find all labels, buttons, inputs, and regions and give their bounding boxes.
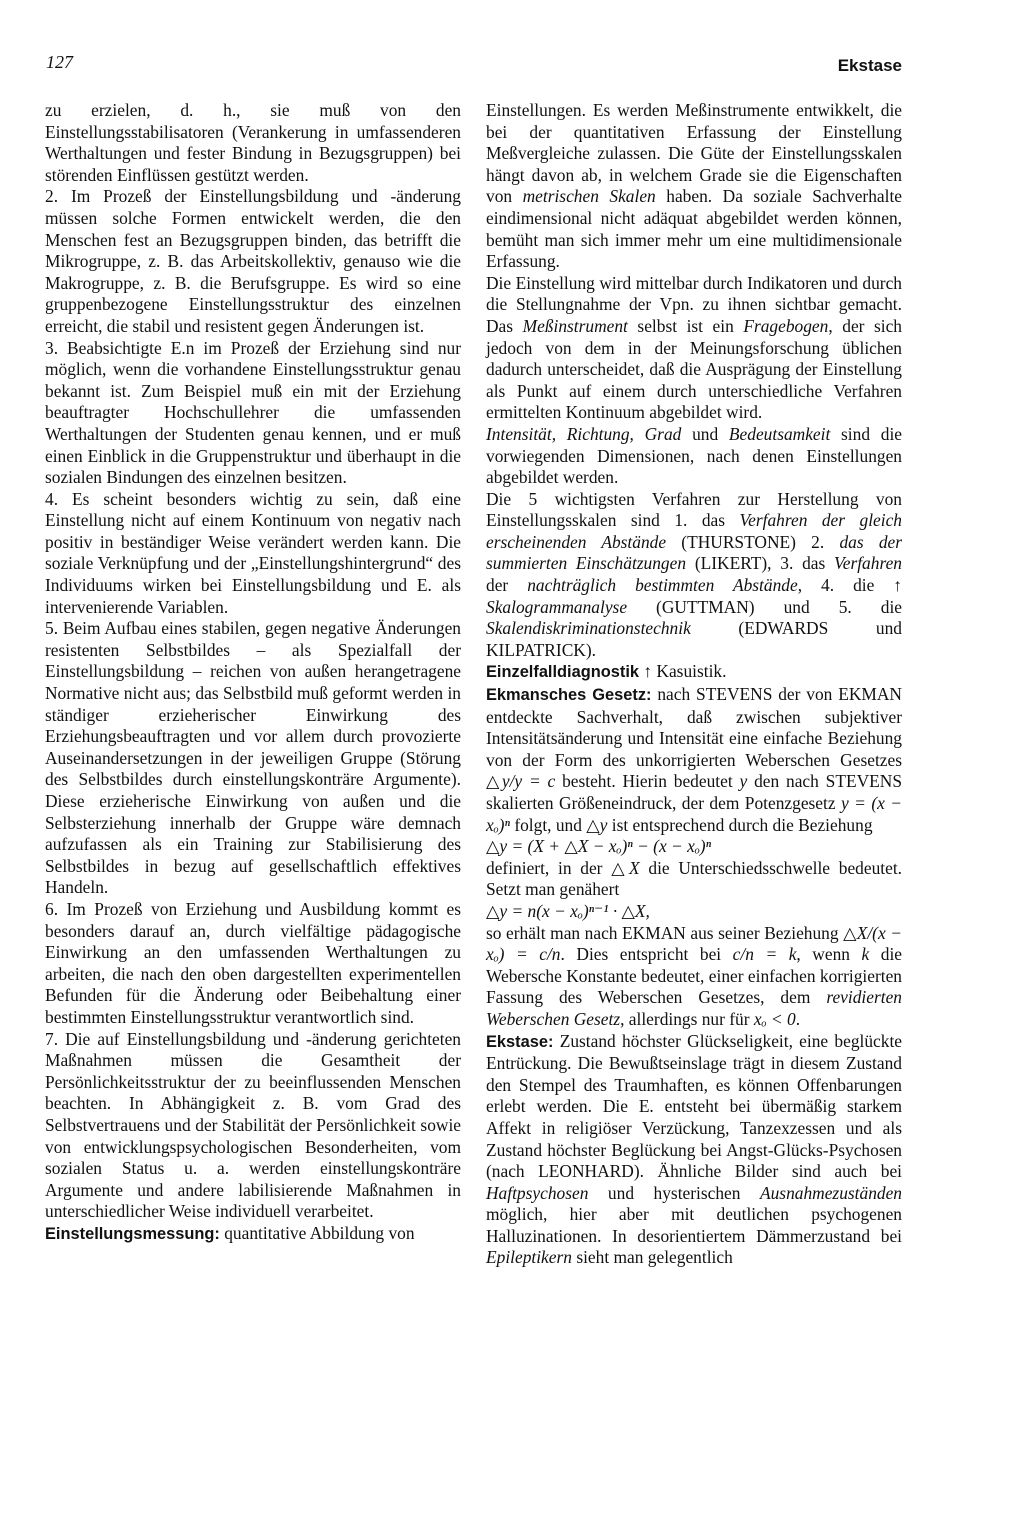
text: sind die vorwiegenden Dimensionen, nach denen Einstellungen abgebildet werden. [486, 423, 903, 488]
formula: △y [586, 814, 608, 835]
italic-term: Skalogrammanalyse [486, 596, 628, 617]
text: , wenn [796, 944, 862, 965]
paragraph: 2. Im Prozeß der Einstellungsbildung und -änderung müssen solche Formen entwickelt werden, die den Menschen fest an Bezugsgruppen binden, das betrifft die Mikrogruppe, z. B. das Arbeitskollektiv, genauso wie die Makrogruppe, z. B. die Berufsgruppe. Es wird so eine gruppenbezogene Einstellungsstruktur des einzelnen erreicht, die stabil und resistent gegen Änderungen ist. [45, 186, 461, 336]
text: die Unterschiedsschwelle bedeutet. Setzt man genähert [486, 857, 903, 900]
text: selbst ist ein [627, 315, 744, 336]
entry-text: quantitative Abbildung von [219, 1222, 415, 1243]
text: (EDWARDS und KILPATRICK). [486, 618, 902, 660]
text: , der sich jedoch von dem in der Meinungsforschung üblichen dadurch unterscheidet, daß die Ausprägung der Einstellung als Punkt auf einem durch unterschiedliche Verfahren ermittelten Kontinuum abgebildet wird. [486, 315, 903, 423]
text: (THURSTONE) 2. [666, 531, 840, 552]
text: den nach STEVENS skalierten Größeneindruck, der dem Potenzgesetz [486, 771, 903, 813]
italic-term: Intensität, Richtung, Grad [486, 423, 682, 444]
entry-term: Einstellungsmessung: [45, 1224, 220, 1243]
text: nach STEVENS der von EKMAN entdeckte Sachverhalt, daß zwischen subjektiver Intensitätsänderung und Intensität eine einfache Beziehung von der Form des unkorrigierten Weberschen Gesetzes [486, 684, 902, 770]
left-column [45, 100, 461, 1245]
italic-term: Ausnahmezuständen [759, 1182, 902, 1203]
text: . Dies entspricht bei [560, 944, 733, 965]
formula: y = (x − xₒ)ⁿ [486, 793, 902, 835]
text: Die Einstellung wird mittelbar durch Indikatoren und durch die Stellungnahme der Vpn. zu ihnen sichtbar gemacht. Das [486, 272, 902, 336]
text: und hysterischen [588, 1182, 760, 1203]
text: definiert, in der [486, 857, 612, 878]
text: Zustand höchster Glückseligkeit, eine beglückte Entrückung. Die Bewußtseinslage trägt in diesem Zustand den Stempel des Traumhaften, es können Offenbarungen erlebt werden. Die E. entsteht bei übermäßig starkem Affekt in religiöser Verzückung, Tanzexzessen und als Zustand höchster Beglückung bei Angst-Glücks-Psychosen (nach LEONHARD). Ähnliche Bilder sind auch bei [486, 1030, 902, 1182]
entry-term: Ekmansches Gesetz: [486, 686, 652, 705]
entry-ekmansches-gesetz [486, 684, 902, 836]
text: ist entsprechend durch die Beziehung [607, 814, 873, 835]
italic-term: Skalendiskriminationstechnik [486, 618, 691, 639]
text: besteht. Hierin bedeutet [555, 771, 740, 792]
paragraph [486, 424, 902, 489]
paragraph [486, 858, 902, 901]
entry-term: Ekstase: [486, 1032, 554, 1051]
text: (LIKERT), 3. das [686, 553, 835, 574]
text: Einstellungen. Es werden Meßinstrumente entwikkelt, die bei der quantitativen Erfassung der Einstellung Meßvergleiche zulassen. Die Güte der Einstellungsskalen hängt davon ab, in welchem Grade sie die Eigenschaften von [486, 100, 902, 207]
text: sieht man gelegentlich [571, 1247, 733, 1268]
entry-einzelfalldiagnostik [486, 661, 902, 684]
paragraph: 3. Beabsichtigte E.n im Prozeß der Erziehung sind nur möglich, wenn die vorhandene Einstellungsstruktur genau bekannt ist. Zum Beispiel muß ein mit der Erziehung beauftragter Hochschullehrer die umfassenden Werthaltungen der Studenten genau kennen, und er muß einen Einblick in die Gruppenstruktur und überhaupt in die sozialen Bindungen des einzelnen besitzen. [45, 337, 461, 488]
page-number: 127 [46, 52, 73, 72]
text: Die 5 wichtigsten Verfahren zur Herstellung von Einstellungsskalen sind 1. das [486, 488, 902, 531]
entry-text: ↑ Kasuistik. [639, 661, 727, 682]
paragraph [486, 100, 902, 273]
text: die Webersche Konstante bedeutet, einer einfachen korrigierten Fassung des Weberschen Gesetzes, dem [486, 944, 903, 1008]
running-head: Ekstase [837, 56, 902, 75]
formula: △X [611, 857, 640, 878]
italic-term: Fragebogen [743, 315, 829, 336]
paragraph: 6. Im Prozeß von Erziehung und Ausbildung kommt es besonders darauf an, durch vielfältige pädagogische Einwirkung an den umfassenden Werthaltungen zu arbeiten, die nach den oben dargestellten experimentellen Befunden für die Änderung oder Beibehaltung einer bestimmten Einstellungsstruktur verantwortlich sind. [45, 898, 461, 1027]
formula-line: △y = (X + △X − xₒ)ⁿ − (x − xₒ)ⁿ [486, 836, 712, 857]
text: (GUTTMAN) und 5. die [627, 596, 902, 617]
formula: △X/(x − xₒ) = c/n [486, 922, 902, 965]
entry-term: Einzelfalldiagnostik [486, 663, 640, 682]
variable: k [861, 944, 870, 965]
right-column [486, 100, 902, 1269]
text: der [486, 575, 528, 596]
italic-term: revidierten Weberschen Gesetz [486, 987, 902, 1029]
text: folgt, und [509, 814, 587, 835]
paragraph: 7. Die auf Einstellungsbildung und -änderung gerichteten Maßnahmen müssen die Gesamtheit der Persönlichkeitsstruktur der zu beeinflussenden Menschen beachten. In Abhängigkeit z. B. vom Grad des Selbstvertrauens und der Stabilität der Persönlichkeit sowie von entwicklungspsychologischen Besonderheiten, vom sozialen Status u. a. werden einstellungskonträre Argumente und andere labilisierende Maßnahmen in unterschiedlicher Weise individuell verarbeitet. [45, 1028, 461, 1222]
italic-term: nachträglich bestimmten Abstände [527, 575, 798, 596]
paragraph: 5. Beim Aufbau eines stabilen, gegen negative Änderungen resistenten Selbstbildes – als Spezialfall der Einstellungsbildung – reichen von außen herangetragene Normative nicht aus; das Selbstbild muß geformt werden in ständiger erzieherischer Einwirkung des Erziehungsbeauftragten und vor allem durch provozierte Auseinandersetzungen in der jeweiligen Gruppe (Störung des Selbstbildes durch einstellungskonträre Argumente). Diese erzieherische Einwirkung von außen und die Selbsterziehung innerhalb der Gruppe wäre demnach aufzufassen als ein Training zur Stabilisierung des Selbstbildes in bezug auf gesellschaftlich effektives Handeln. [45, 618, 461, 898]
italic-term: das der summierten Einschätzungen [486, 531, 902, 574]
text: haben. Da soziale Sachverhalte eindimensional nicht adäquat abgebildet werden können, bemüht man sich immer mehr um eine multidimensionale Erfassung. [486, 186, 902, 272]
formula: △y/y = c [486, 771, 556, 792]
italic-term: Haftpsychosen [486, 1182, 589, 1203]
variable: y [739, 771, 748, 792]
text: . [795, 1008, 801, 1029]
entry-ekstase [486, 1031, 902, 1270]
italic-term: Verfahren der gleich erscheinenden Abstände [486, 510, 902, 552]
entry-einstellungsmessung [45, 1223, 461, 1246]
paragraph [486, 923, 902, 1031]
paragraph [486, 489, 902, 662]
italic-term: Bedeutsamkeit [728, 423, 831, 444]
text: , allerdings nur für [620, 1008, 754, 1029]
italic-term: metrischen Skalen [522, 186, 656, 207]
formula: xₒ < 0 [753, 1008, 796, 1029]
text: möglich, hier aber mit deutlichen psychogenen Halluzinationen. In desorientiertem Dämmerzustand bei [486, 1204, 902, 1246]
formula: c/n = k [732, 944, 797, 965]
italic-term: Meßinstrument [522, 315, 628, 336]
italic-term: Epileptikern [486, 1247, 572, 1268]
text: , 4. die ↑ [797, 575, 902, 596]
paragraph: zu erzielen, d. h., sie muß von den Einstellungsstabilisatoren (Verankerung in umfassenderen Werthaltungen und fester Bindung in Bezugsgruppen) bei störenden Einflüssen gestützt werden. [45, 100, 461, 185]
paragraph: 4. Es scheint besonders wichtig zu sein, daß eine Einstellung nicht auf einem Kontinuum von negativ nach positiv in beständiger Weise verändert werden kann. Die soziale Verknüpfung und der „Einstellungshintergrund“ des Individuums wirken bei Einstellungsbildung und E. als intervenierende Variablen. [45, 488, 461, 617]
text: so erhält man nach EKMAN aus seiner Beziehung [486, 922, 844, 943]
italic-term: Verfahren [834, 553, 902, 574]
formula-line: △y = n(x − xₒ)ⁿ⁻¹ · △X, [486, 900, 650, 921]
text: und [681, 423, 729, 444]
paragraph [486, 273, 902, 424]
